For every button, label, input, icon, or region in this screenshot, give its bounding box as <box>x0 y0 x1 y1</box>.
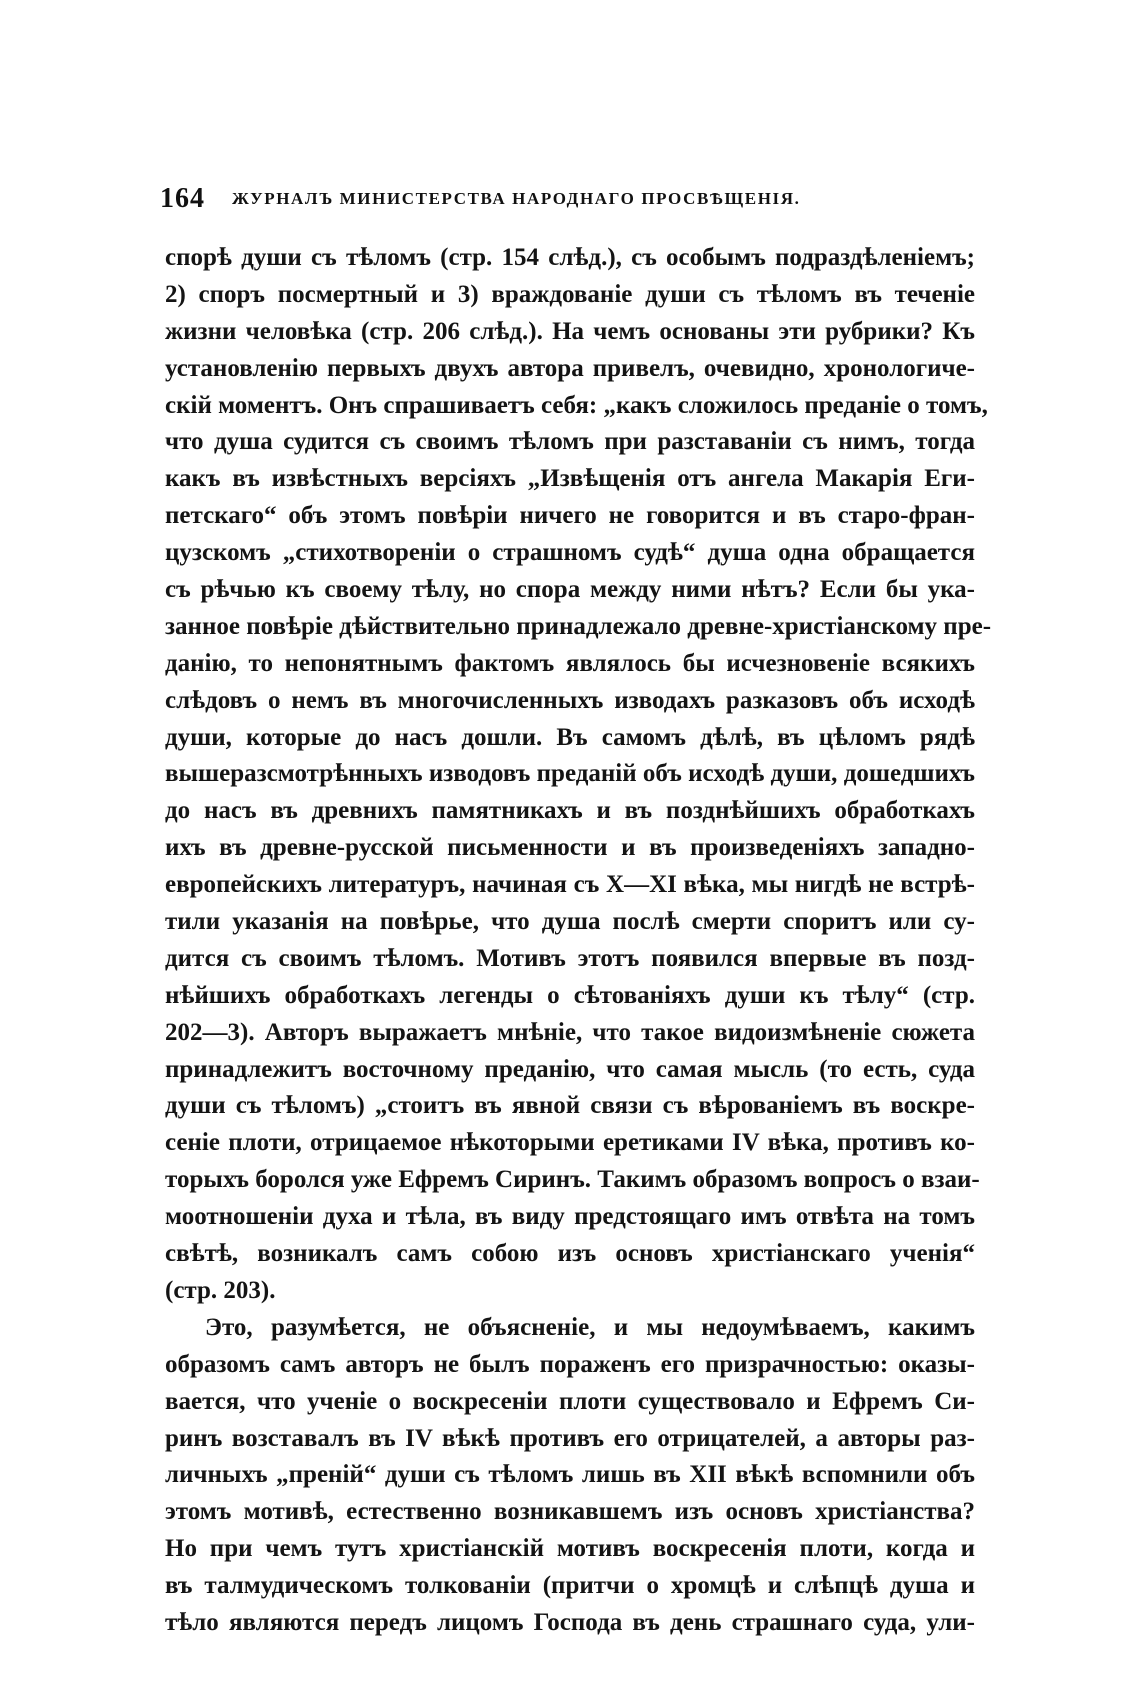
page-number: 164 <box>160 183 205 214</box>
text-line: свѣтѣ, возникалъ самъ собою изъ основъ христіанскаго ученія“ <box>165 1240 975 1268</box>
text-line: личныхъ „преній“ души съ тѣломъ лишь въ XII вѣкѣ вспомнили объ <box>165 1461 975 1489</box>
text-line: въ талмудическомъ толкованіи (притчи о хромцѣ и слѣпцѣ душа и <box>165 1572 975 1600</box>
text-line: принадлежитъ восточному преданію, что самая мысль (то есть, суда <box>165 1055 975 1083</box>
text-line: какъ въ извѣстныхъ версіяхъ „Извѣщенія отъ ангела Макарія Еги- <box>165 465 975 493</box>
text-line: души, которые до насъ дошли. Въ самомъ дѣлѣ, въ цѣломъ рядѣ <box>165 723 975 751</box>
text-line: торыхъ боролся уже Ефремъ Сиринъ. Такимъ образомъ вопросъ о взаи- <box>165 1166 980 1194</box>
running-title: ЖУРНАЛЪ МИНИСТЕРСТВА НАРОДНАГО ПРОСВѢЩЕНІЯ. <box>232 189 801 208</box>
text-line: (стр. 203). <box>165 1276 276 1304</box>
text-line: ринъ возставалъ въ IV вѣкѣ противъ его отрицателей, а авторы раз- <box>165 1424 975 1452</box>
text-line: дится съ своимъ тѣломъ. Мотивъ этотъ появился впервые въ позд- <box>165 944 975 972</box>
text-line: тѣло являются передъ лицомъ Господа въ день страшнаго суда, ули- <box>165 1608 975 1636</box>
text-line: тили указанія на повѣрье, что душа послѣ смерти споритъ или су- <box>165 908 975 936</box>
text-line: вышеразсмотрѣнныхъ изводовъ преданій объ исходѣ души, дошедшихъ <box>165 760 975 788</box>
text-line: 2) споръ посмертный и 3) враждованіе души съ тѣломъ въ теченіе <box>165 280 975 308</box>
text-line: европейскихъ литературъ, начиная съ X—XI вѣка, мы нигдѣ не встрѣ- <box>165 871 975 899</box>
text-line: 202—3). Авторъ выражаетъ мнѣніе, что такое видоизмѣненіе сюжета <box>165 1018 975 1046</box>
text-line: моотношеніи духа и тѣла, въ виду предстоящаго имъ отвѣта на томъ <box>165 1203 975 1231</box>
text-line: образомъ самъ авторъ не былъ пораженъ его призрачностью: оказы- <box>165 1350 975 1378</box>
text-line: до насъ въ древнихъ памятникахъ и въ позднѣйшихъ обработкахъ <box>165 797 975 825</box>
text-line: съ рѣчью къ своему тѣлу, но спора между ними нѣтъ? Если бы ука- <box>165 576 975 604</box>
text-line: души съ тѣломъ) „стоитъ въ явной связи съ вѣрованіемъ въ воскре- <box>165 1092 975 1120</box>
text-line: Это, разумѣется, не объясненіе, и мы недоумѣваемъ, какимъ <box>205 1313 975 1341</box>
paragraph-1 <box>165 240 992 1310</box>
paragraph-2 <box>165 1310 975 1642</box>
text-line: нѣйшихъ обработкахъ легенды о сѣтованіяхъ души къ тѣлу“ (стр. <box>165 981 975 1009</box>
text-line: жизни человѣка (стр. 206 слѣд.). На чемъ основаны эти рубрики? Къ <box>165 317 975 345</box>
text-line: спорѣ души съ тѣломъ (стр. 154 слѣд.), съ особымъ подраздѣленіемъ; <box>165 244 975 271</box>
text-line: установленію первыхъ двухъ автора привелъ, очевидно, хронологиче- <box>165 354 975 382</box>
text-line: Но при чемъ тутъ христіанскій мотивъ воскресенія плоти, когда и <box>165 1535 975 1563</box>
text-line: цузскомъ „стихотвореніи о страшномъ судѣ“ душа одна обращается <box>165 539 975 567</box>
text-line: вается, что ученіе о воскресеніи плоти существовало и Ефремъ Си- <box>165 1387 975 1415</box>
text-line: скій моментъ. Онъ спрашиваетъ себя: „какъ сложилось преданіе о томъ, <box>165 391 988 419</box>
body-text <box>165 240 992 1642</box>
text-line: слѣдовъ о немъ въ многочисленныхъ изводахъ разказовъ объ исходѣ <box>165 686 975 714</box>
text-line: ихъ въ древне-русской письменности и въ произведеніяхъ западно- <box>165 834 975 862</box>
text-line: что душа судится съ своимъ тѣломъ при разставаніи съ нимъ, тогда <box>165 428 975 456</box>
text-line: петскаго“ объ этомъ повѣріи ничего не говорится и въ старо-фран- <box>165 502 975 530</box>
page-header <box>160 183 980 233</box>
text-line: данію, то непонятнымъ фактомъ являлось бы исчезновеніе всякихъ <box>165 649 975 677</box>
text-line: этомъ мотивѣ, естественно возникавшемъ изъ основъ христіанства? <box>165 1498 975 1526</box>
text-line: занное повѣріе дѣйствительно принадлежало древне-христіанскому пре- <box>165 612 992 640</box>
text-line: сеніе плоти, отрицаемое нѣкоторыми еретиками IV вѣка, противъ ко- <box>165 1129 975 1157</box>
